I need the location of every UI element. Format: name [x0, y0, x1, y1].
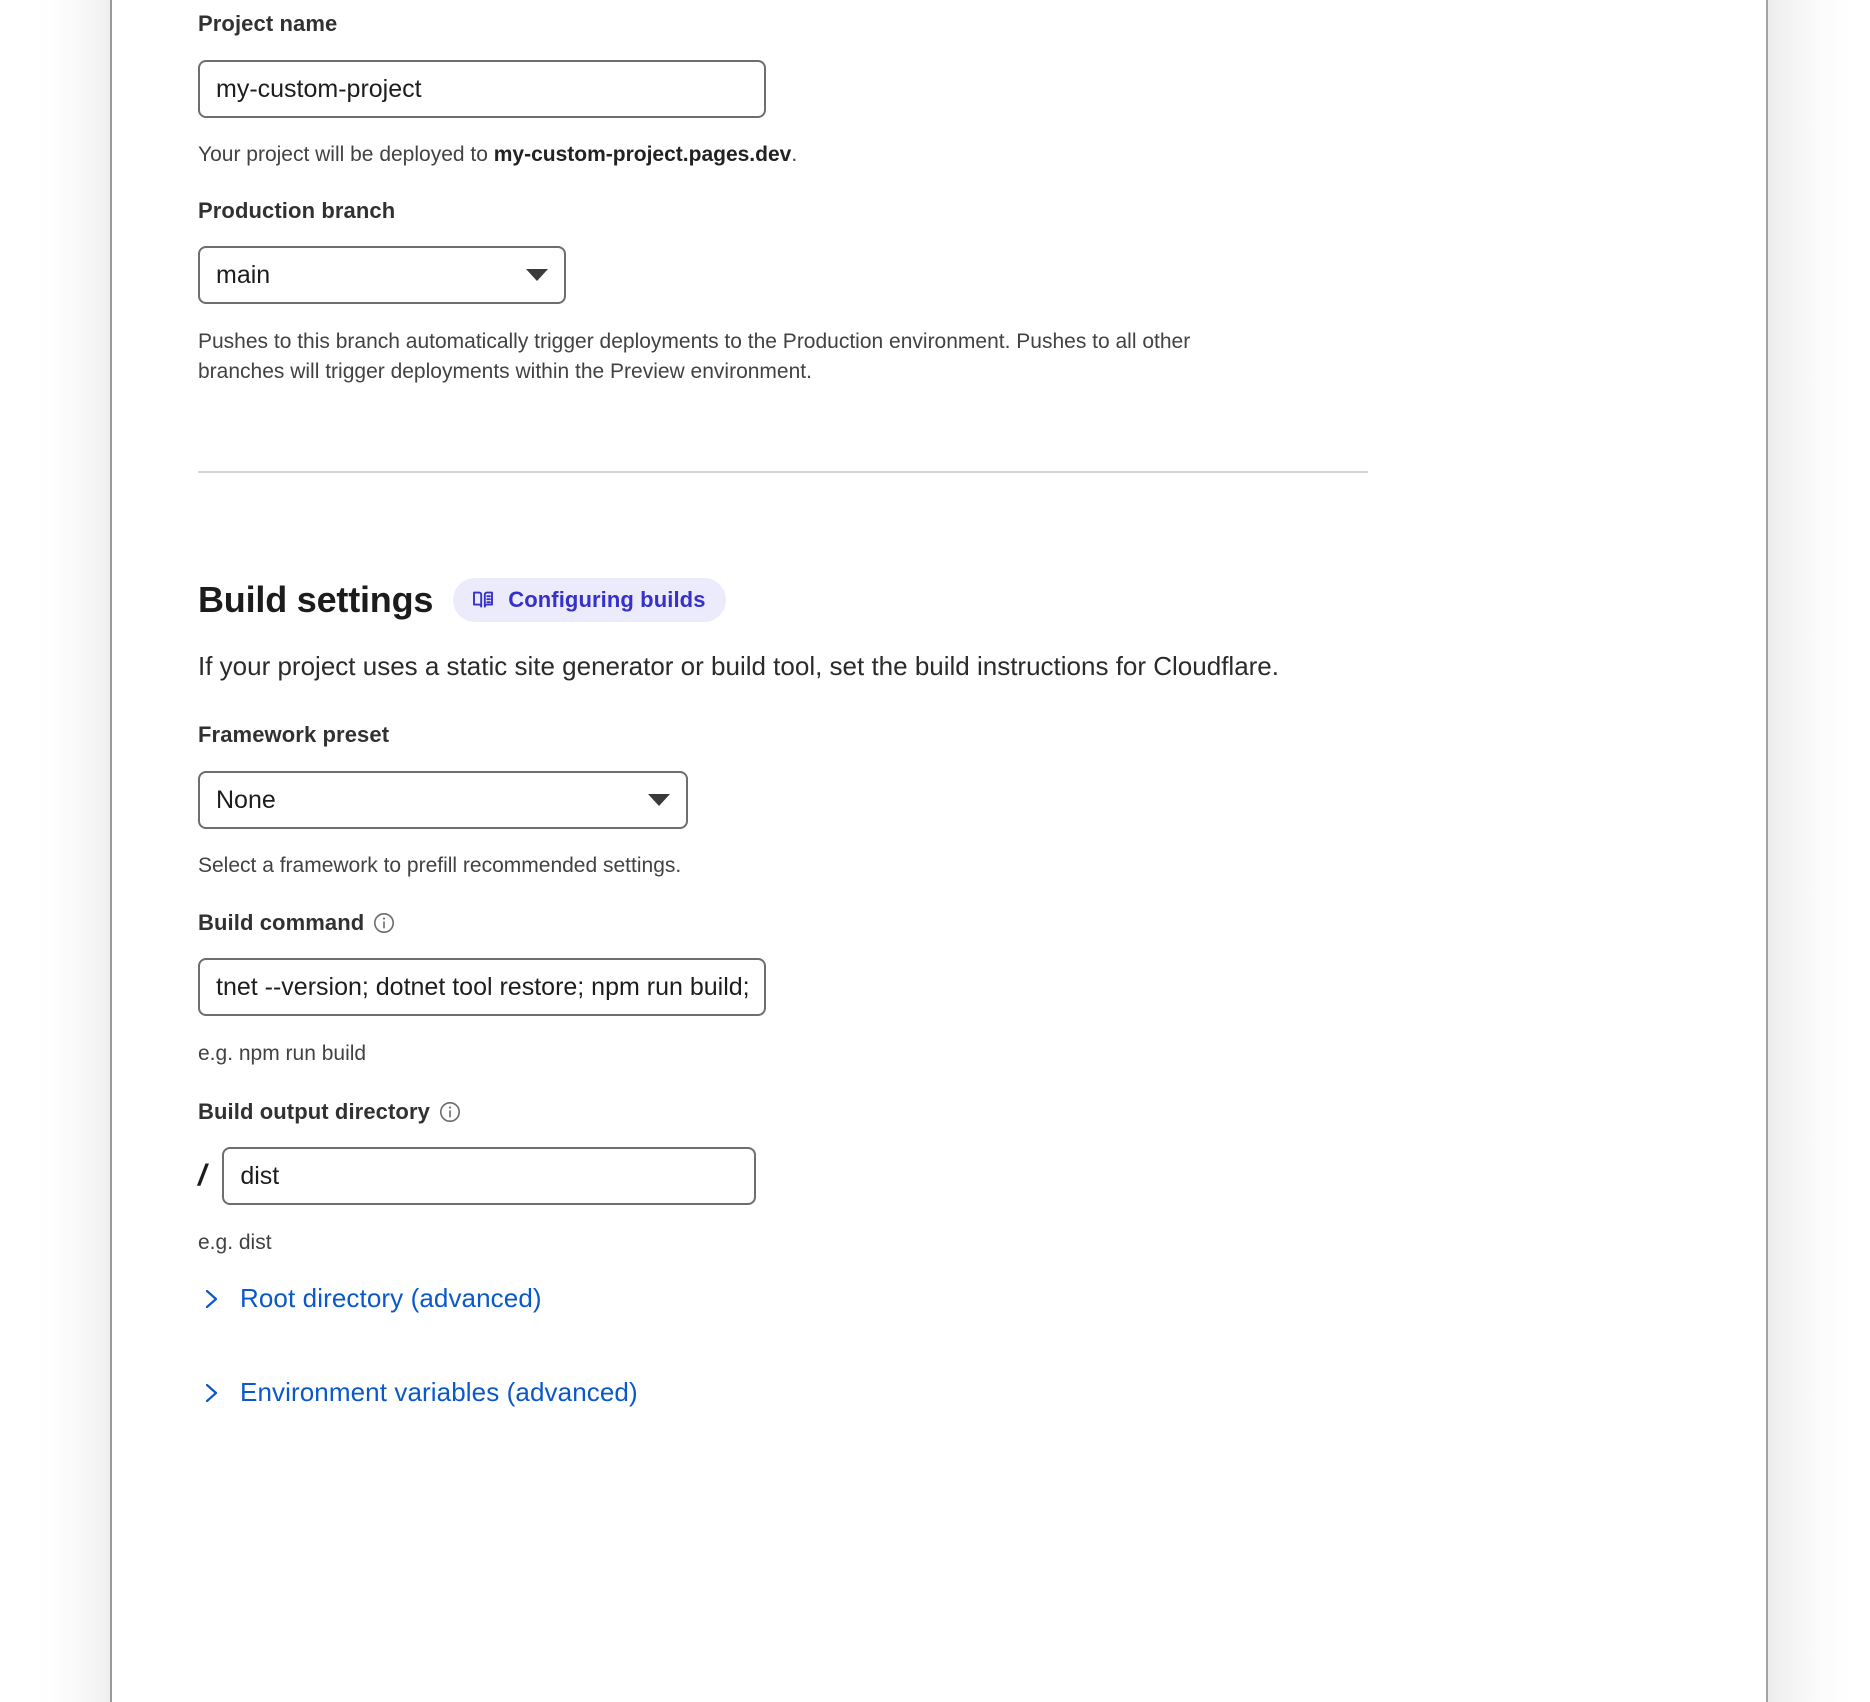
build-command-input[interactable]	[198, 958, 766, 1016]
build-settings-description: If your project uses a static site generator or build tool, set the build instructions for Cloudflare.	[198, 651, 1279, 681]
build-settings-header	[198, 578, 1628, 622]
book-icon	[471, 588, 495, 612]
framework-preset-helper: Select a framework to prefill recommended settings.	[198, 854, 682, 877]
build-command-label	[198, 909, 1628, 937]
right-pane-border	[1766, 0, 1768, 1702]
configuring-builds-label: Configuring builds	[508, 587, 706, 612]
production-branch-value: main	[198, 246, 566, 304]
production-branch-select[interactable]	[198, 246, 566, 304]
root-directory-label: Root directory (advanced)	[240, 1283, 542, 1313]
build-output-directory-field-group	[198, 1098, 1628, 1258]
project-name-input[interactable]	[198, 60, 766, 118]
chevron-down-icon	[526, 269, 548, 281]
project-name-label: Project name	[198, 11, 338, 36]
build-command-helper: e.g. npm run build	[198, 1042, 367, 1065]
build-settings-section	[198, 578, 1628, 683]
chevron-down-icon	[648, 794, 670, 806]
info-icon[interactable]	[373, 912, 395, 934]
build-output-directory-row	[198, 1147, 1628, 1205]
environment-variables-label: Environment variables (advanced)	[240, 1377, 638, 1407]
section-divider	[198, 471, 1368, 473]
content-pane	[112, 0, 1766, 1702]
build-output-directory-label-text: Build output directory	[198, 1099, 430, 1124]
framework-preset-field-group	[198, 721, 1628, 881]
build-command-label-text: Build command	[198, 910, 365, 935]
build-settings-title: Build settings	[198, 579, 434, 620]
chevron-right-icon	[202, 1285, 222, 1313]
deploy-note-prefix: Your project will be deployed to	[198, 143, 494, 166]
right-gutter	[1768, 0, 1870, 1702]
configuring-builds-badge[interactable]	[453, 578, 725, 622]
project-name-field-group	[198, 10, 1628, 170]
build-output-directory-helper: e.g. dist	[198, 1231, 272, 1254]
info-icon[interactable]	[439, 1101, 461, 1123]
project-name-helper	[198, 140, 1628, 170]
deploy-note-suffix: .	[791, 143, 798, 166]
deploy-note-domain: my-custom-project.pages.dev	[493, 143, 792, 166]
framework-preset-value: None	[198, 771, 688, 829]
production-branch-helper: Pushes to this branch automatically trigger deployments to the Production environment. Pushes to all other branches will trigger deployments within the Preview environment.	[198, 330, 1191, 383]
build-output-directory-label	[198, 1098, 1628, 1126]
root-directory-disclosure[interactable]	[202, 1283, 542, 1314]
framework-preset-label: Framework preset	[198, 722, 390, 747]
left-gutter	[0, 0, 110, 1702]
chevron-right-icon	[202, 1379, 222, 1407]
path-root-slash: /	[198, 1159, 207, 1192]
framework-preset-select[interactable]	[198, 771, 688, 829]
environment-variables-disclosure[interactable]	[202, 1377, 638, 1408]
production-branch-field-group	[198, 197, 1628, 387]
production-branch-label: Production branch	[198, 198, 396, 223]
build-command-field-group	[198, 909, 1628, 1069]
build-output-directory-input[interactable]	[222, 1147, 756, 1205]
